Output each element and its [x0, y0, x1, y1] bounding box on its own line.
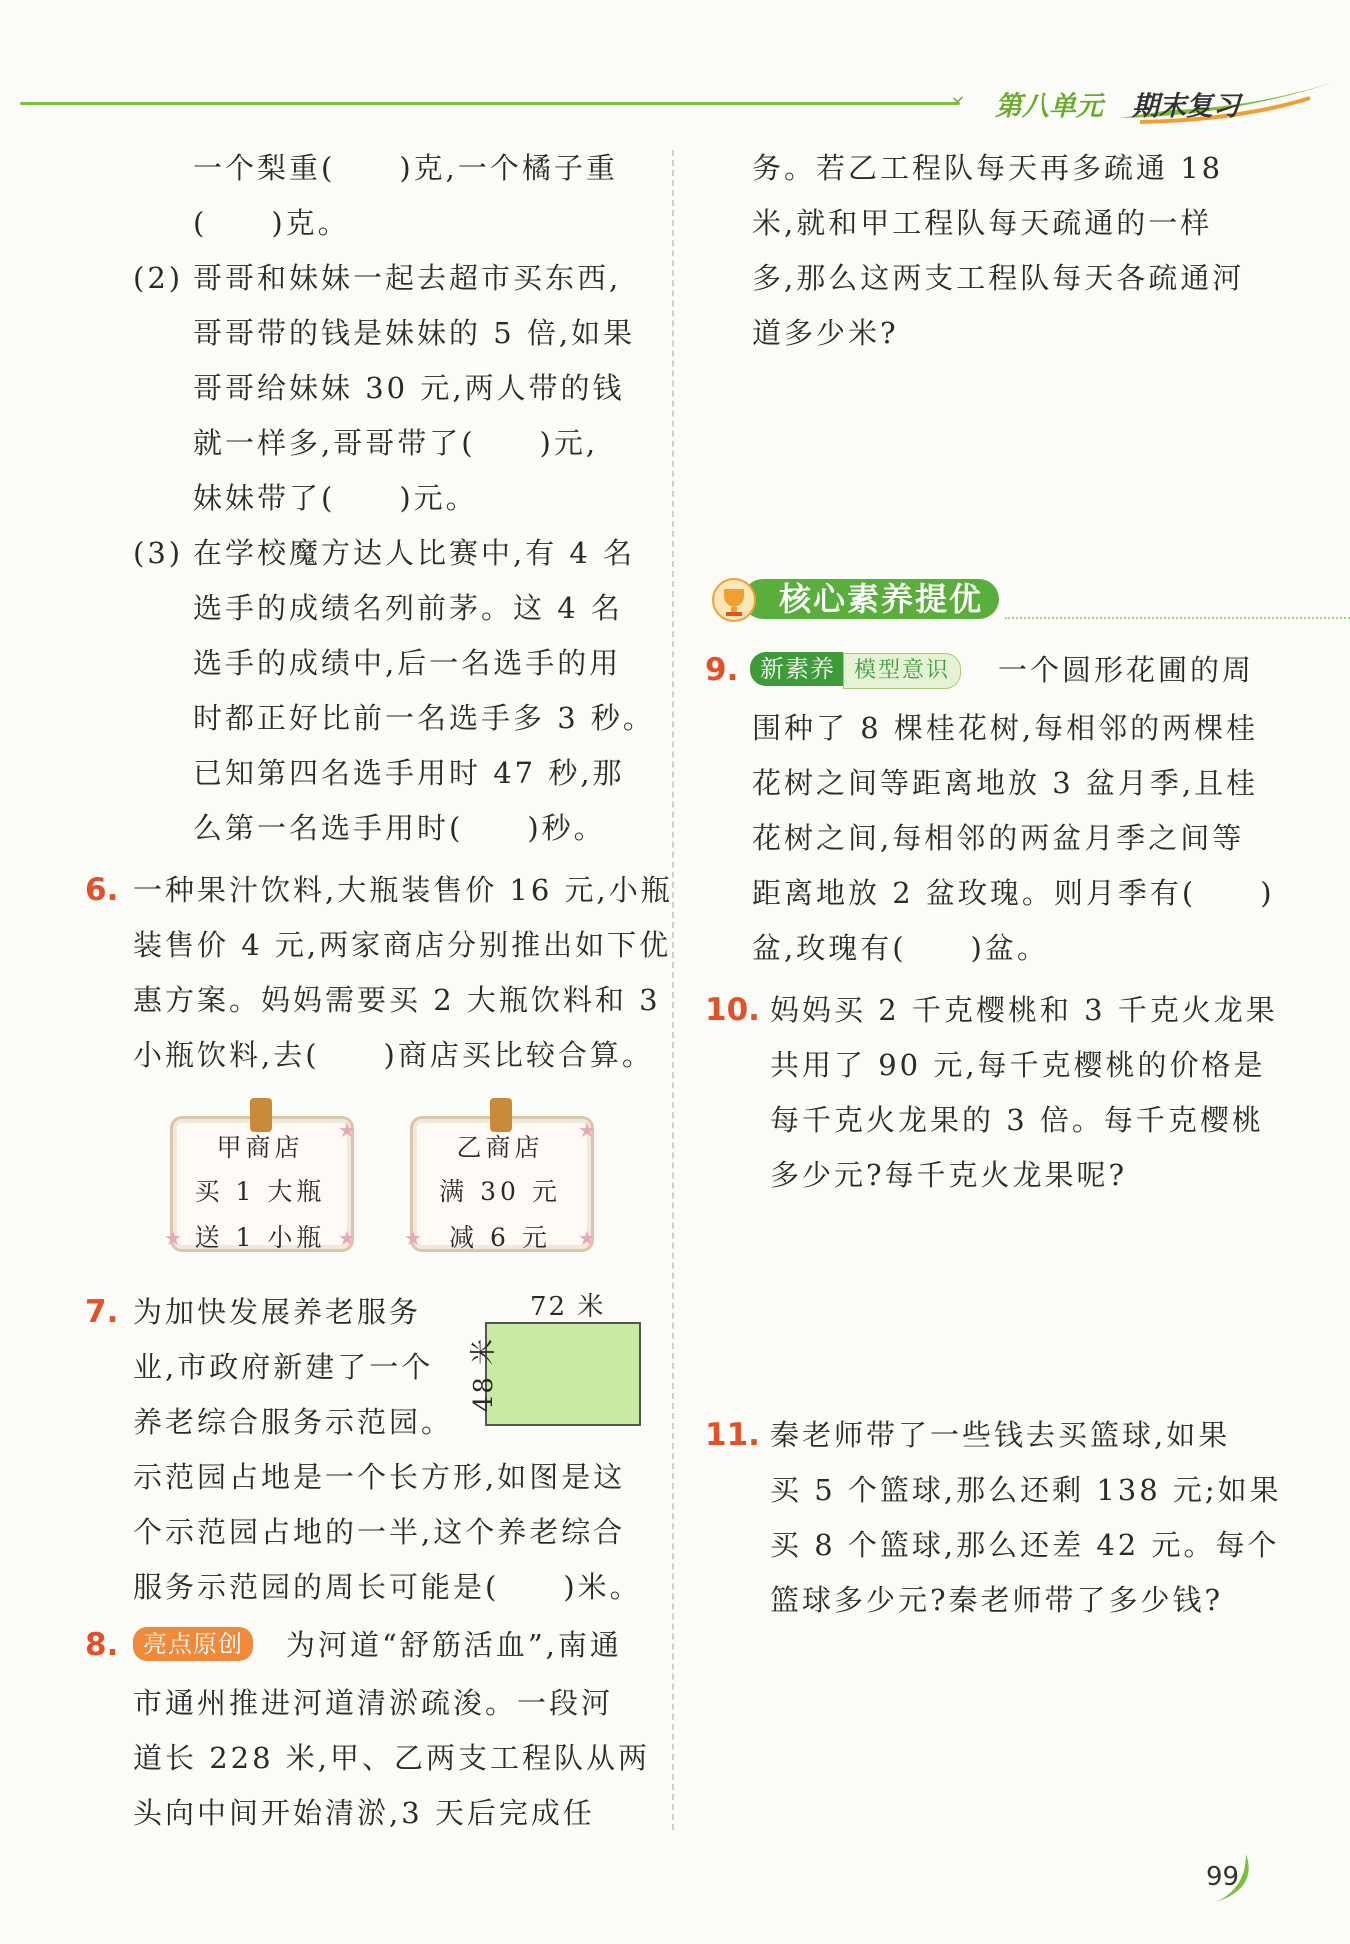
text-line: 一种果汁饮料,大瓶装售价 16 元,小瓶 [133, 873, 673, 907]
subquestion-label: (2) [133, 261, 184, 295]
text-line: 在学校魔方达人比赛中,有 4 名 [193, 536, 636, 570]
tag-label: 新素养 [750, 652, 843, 686]
text-line: 围种了 8 棵桂花树,每相邻的两棵桂 [752, 711, 1259, 745]
question-number: 6. [85, 872, 119, 908]
text-line: 为加快发展养老服务 [133, 1295, 422, 1329]
text-line: 妈妈买 2 千克樱桃和 3 千克火龙果 [770, 993, 1278, 1027]
star-icon: ★ [338, 1226, 356, 1250]
star-icon: ★ [164, 1226, 182, 1250]
store-card-a [164, 1098, 356, 1252]
text-line: 盆,玫瑰有( )盆。 [752, 931, 1049, 965]
star-icon: ★ [338, 1118, 356, 1142]
text-line: 秦老师带了一些钱去买篮球,如果 [770, 1418, 1231, 1452]
park-rectangle [485, 1322, 641, 1426]
text-line: 示范园占地是一个长方形,如图是这 [133, 1460, 626, 1494]
chapter-title: 期末复习 [1132, 91, 1240, 122]
text-line: 篮球多少元?秦老师带了多少钱? [770, 1583, 1224, 1617]
star-icon: ★ [578, 1226, 596, 1250]
rect-width-label: 72 米 [530, 1292, 606, 1322]
text-line: 妹妹带了( )元。 [193, 481, 478, 515]
tag-new-literacy [750, 652, 961, 689]
store-name: 乙商店 [456, 1133, 544, 1162]
text-line: 买 8 个篮球,那么还差 42 元。每个 [770, 1528, 1280, 1562]
text-line: 业,市政府新建了一个 [133, 1350, 434, 1384]
text-line: ( )克。 [193, 206, 350, 240]
text-line: 米,就和甲工程队每天疏通的一样 [752, 206, 1213, 240]
text-line: 花树之间,每相邻的两盆月季之间等 [752, 821, 1245, 855]
column-divider [672, 150, 674, 1830]
text-line: 么第一名选手用时( )秒。 [193, 811, 606, 845]
question-number: 10. [705, 992, 760, 1028]
store-name: 甲商店 [216, 1133, 304, 1162]
text-line: 道多少米? [752, 316, 899, 350]
text-line: 花树之间等距离地放 3 盆月季,且桂 [752, 766, 1259, 800]
text-line: 道长 228 米,甲、乙两支工程队从两 [133, 1741, 651, 1775]
unit-label: 第八单元 [995, 91, 1103, 122]
text-line: 一个梨重( )克,一个橘子重 [193, 151, 618, 185]
question-number: 8. [85, 1627, 119, 1663]
text-line: 哥哥和妹妹一起去超市买东西, [193, 261, 622, 295]
store-offer: 送 1 小瓶 [194, 1223, 326, 1252]
text-line: 惠方案。妈妈需要买 2 大瓶饮料和 3 [133, 983, 661, 1017]
header-leaf-icon [952, 96, 964, 104]
text-line: 选手的成绩中,后一名选手的用 [193, 646, 622, 680]
tag-label: 亮点原创 [133, 1627, 253, 1661]
rect-height-label: 48 米 [469, 1336, 500, 1413]
text-line: 多,那么这两支工程队每天各疏通河 [752, 261, 1245, 295]
text-line: 哥哥带的钱是妹妹的 5 倍,如果 [193, 316, 636, 350]
text-line: 务。若乙工程队每天再多疏通 18 [752, 151, 1224, 185]
clip-icon [250, 1098, 272, 1132]
header-rule [20, 102, 960, 105]
clip-icon [490, 1098, 512, 1132]
store-offer: 买 1 大瓶 [194, 1177, 326, 1206]
store-offer: 减 6 元 [449, 1223, 551, 1252]
text-line: 共用了 90 元,每千克樱桃的价格是 [770, 1048, 1266, 1082]
text-line: 就一样多,哥哥带了( )元, [193, 426, 599, 460]
section-title: 核心素养提优 [743, 579, 999, 619]
tag-label: 模型意识 [843, 653, 961, 689]
text-line: 多少元?每千克火龙果呢? [770, 1158, 1128, 1192]
page-number: 99 [1206, 1862, 1240, 1892]
text-line: 个示范园占地的一半,这个养老综合 [133, 1515, 626, 1549]
text-line: 买 5 个篮球,那么还剩 138 元;如果 [770, 1473, 1282, 1507]
text-line: 距离地放 2 盆玫瑰。则月季有( ) [752, 876, 1275, 910]
subquestion-label: (3) [133, 536, 184, 570]
section-banner [705, 577, 1265, 623]
text-line: 服务示范园的周长可能是( )米。 [133, 1570, 642, 1604]
text-line: 小瓶饮料,去( )商店买比较合算。 [133, 1038, 654, 1072]
text-line: 养老综合服务示范园。 [133, 1405, 454, 1439]
text-line: 一个圆形花圃的周 [998, 653, 1255, 687]
text-line: 哥哥给妹妹 30 元,两人带的钱 [193, 371, 625, 405]
question-number: 11. [705, 1417, 760, 1453]
trophy-icon [709, 577, 759, 623]
question-number: 9. [705, 652, 739, 688]
text-line: 已知第四名选手用时 47 秒,那 [193, 756, 625, 790]
store-offer: 满 30 元 [439, 1177, 561, 1206]
text-line: 选手的成绩名列前茅。这 4 名 [193, 591, 623, 625]
text-line: 为河道“舒筋活血”,南通 [286, 1628, 622, 1662]
text-line: 时都正好比前一名选手多 3 秒。 [193, 701, 655, 735]
text-line: 装售价 4 元,两家商店分别推出如下优 [133, 928, 672, 962]
text-line: 头向中间开始清淤,3 天后完成任 [133, 1796, 595, 1830]
store-card-b [404, 1098, 596, 1252]
star-icon: ★ [404, 1226, 422, 1250]
tag-highlight [133, 1627, 253, 1661]
text-line: 市通州推进河道清淤疏浚。一段河 [133, 1686, 614, 1720]
question-number: 7. [85, 1294, 119, 1330]
star-icon: ★ [578, 1118, 596, 1142]
text-line: 每千克火龙果的 3 倍。每千克樱桃 [770, 1103, 1264, 1137]
